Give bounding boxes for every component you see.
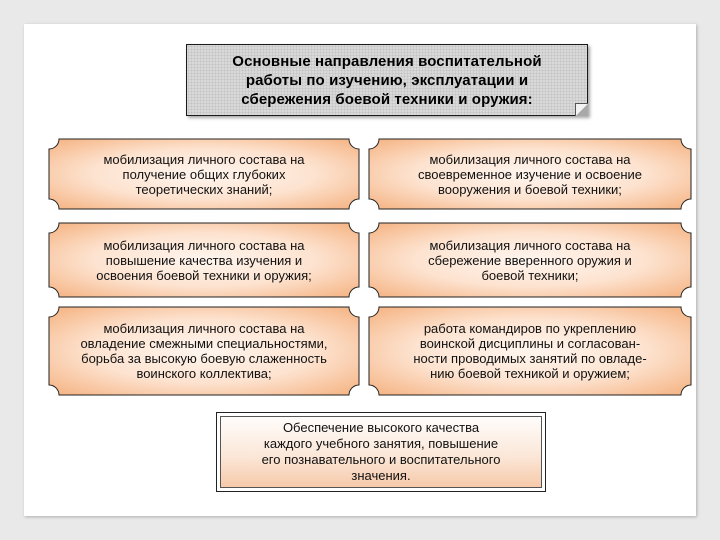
direction-plaque-3 [48, 222, 360, 298]
direction-plaque-1 [48, 138, 360, 210]
direction-text-4: мобилизация личного состава на сбережение вверенного оружия и боевой техники; [428, 237, 632, 283]
direction-plaque-5 [48, 306, 360, 396]
direction-text-6: работа командиров по укреплению воинской дисциплины и согласован- ности проводимых занятий по овладе- нию боевой техникой и оружием; [413, 321, 647, 381]
direction-plaque-4 [368, 222, 692, 298]
direction-text-5: мобилизация личного состава на овладение смежными специальностями, борьба за высокую боевую слаженность воинского коллектива; [80, 321, 328, 381]
direction-plaque-2 [368, 138, 692, 210]
direction-text-1: мобилизация личного состава на получение общих глубоких теоретических знаний; [103, 151, 305, 197]
direction-text-3: мобилизация личного состава на повышение качества изучения и освоения боевой техники и оружия; [96, 237, 312, 283]
page-fold-corner [575, 103, 588, 116]
direction-plaque-6 [368, 306, 692, 396]
conclusion-text: Обеспечение высокого качества каждого учебного занятия, повышение его познавательного и воспитательного значения. [261, 420, 501, 483]
title-box [186, 44, 588, 116]
direction-text-2: мобилизация личного состава на своевременное изучение и освоение вооружения и боевой техники; [417, 151, 643, 197]
title-text: Основные направления воспитательной работы по изучению, эксплуатации и сбережения боевой техники и оружия: [232, 52, 542, 108]
conclusion-box [216, 412, 546, 492]
